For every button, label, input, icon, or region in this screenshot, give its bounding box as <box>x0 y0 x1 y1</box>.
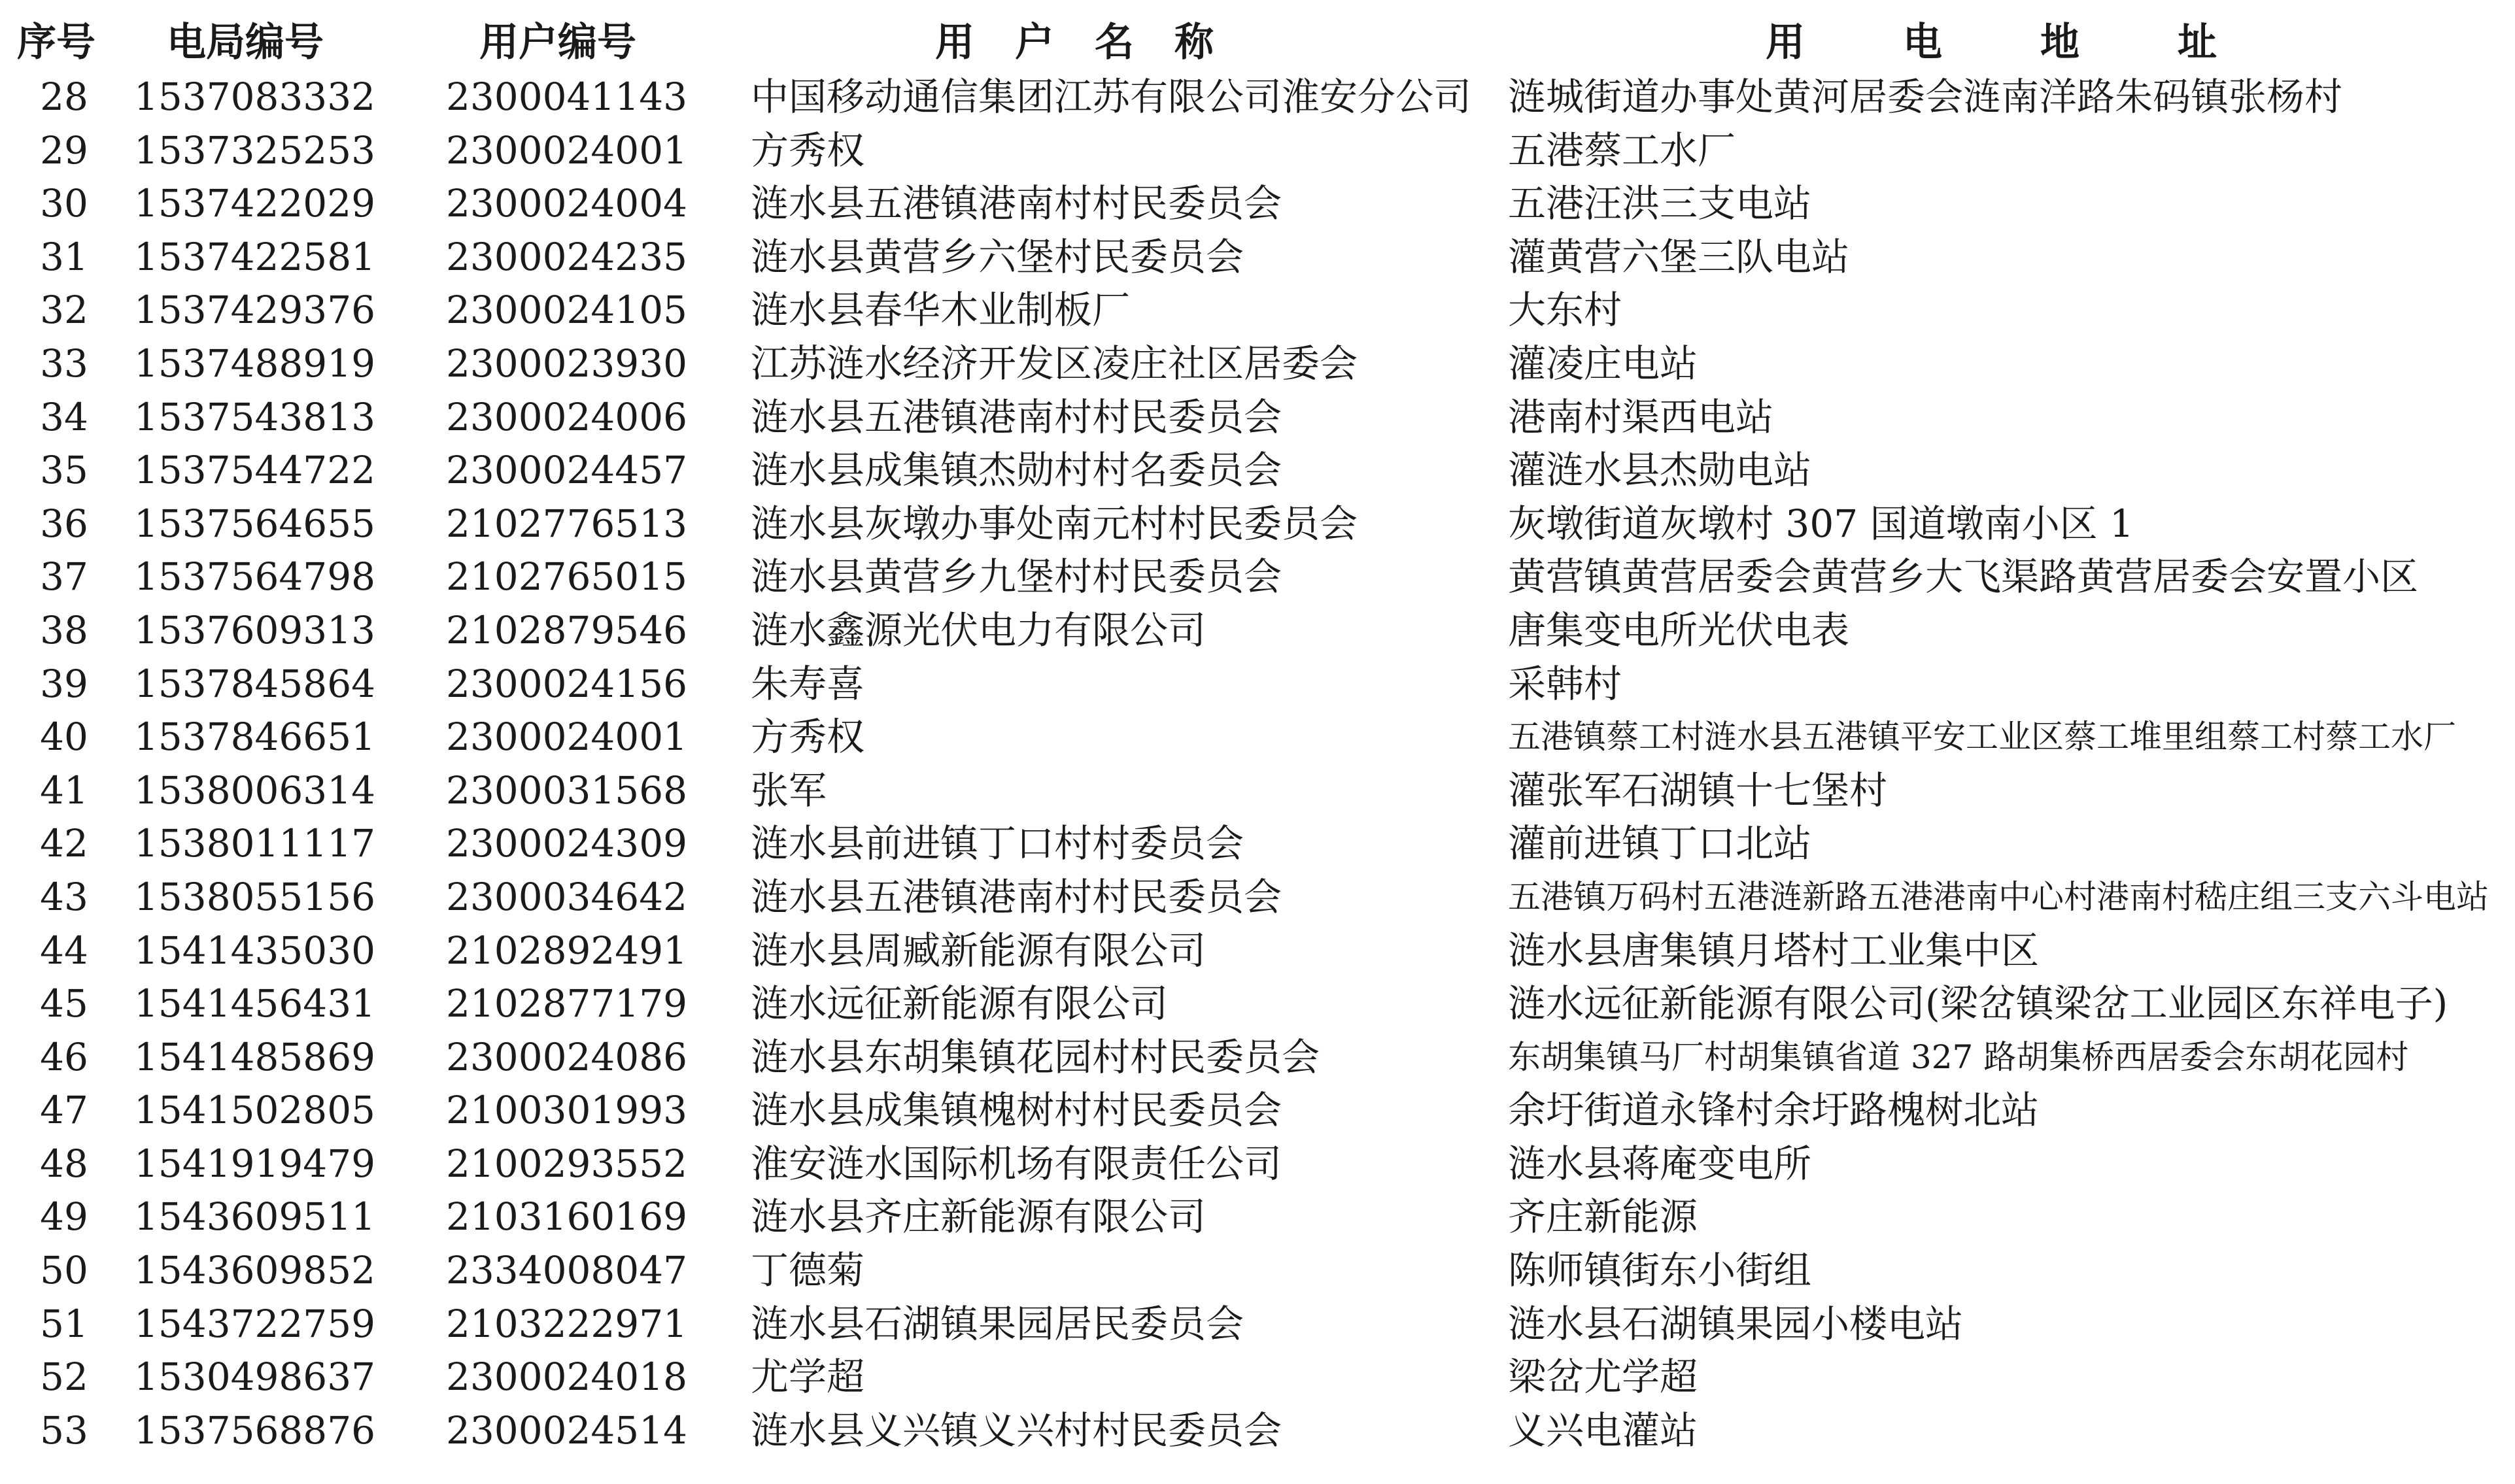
cell-address: 灌张军石湖镇十七堡村 <box>1508 767 1888 813</box>
header-seq: 序号 <box>17 20 95 65</box>
cell-bureau-no: 1541919479 <box>134 1141 376 1186</box>
table-row <box>0 231 2515 284</box>
table-body <box>0 71 2515 1457</box>
cell-user-no: 2300024156 <box>446 661 688 706</box>
cell-user-no: 2102879546 <box>446 607 688 652</box>
cell-user-name: 涟水鑫源光伏电力有限公司 <box>751 607 1206 652</box>
cell-address: 灌凌庄电站 <box>1508 341 1698 386</box>
cell-seq: 44 <box>40 928 88 973</box>
cell-bureau-no: 1537422029 <box>134 181 376 226</box>
table-row <box>0 444 2515 497</box>
cell-user-name: 涟水县成集镇槐树村村民委员会 <box>751 1088 1282 1133</box>
table-row <box>0 1190 2515 1244</box>
cell-user-name: 涟水县五港镇港南村村民委员会 <box>751 181 1282 226</box>
cell-user-name: 朱寿喜 <box>751 661 865 706</box>
table-row <box>0 1138 2515 1191</box>
cell-bureau-no: 1530498637 <box>134 1355 376 1400</box>
cell-seq: 49 <box>40 1194 88 1239</box>
table-row <box>0 1404 2515 1458</box>
header-user-no: 用户编号 <box>479 20 636 65</box>
cell-user-name: 涟水县春华木业制板厂 <box>751 288 1131 333</box>
cell-bureau-no: 1537543813 <box>134 394 376 439</box>
cell-seq: 36 <box>40 501 88 546</box>
cell-address: 五港汪洪三支电站 <box>1508 181 1812 226</box>
cell-address: 齐庄新能源 <box>1508 1194 1698 1239</box>
cell-bureau-no: 1538055156 <box>134 874 376 919</box>
table-row <box>0 658 2515 711</box>
cell-user-no: 2103160169 <box>446 1194 688 1239</box>
header-user-name: 用户名称 <box>935 20 1254 65</box>
cell-user-no: 2300024001 <box>446 715 688 760</box>
cell-seq: 42 <box>40 821 88 866</box>
cell-address: 梁岔尤学超 <box>1508 1355 1698 1400</box>
cell-user-no: 2300024001 <box>446 127 688 173</box>
cell-user-name: 丁德菊 <box>751 1248 865 1293</box>
cell-seq: 28 <box>40 75 88 119</box>
cell-address: 五港镇蔡工村涟水县五港镇平安工业区蔡工堆里组蔡工村蔡工水厂 <box>1508 718 2456 756</box>
cell-bureau-no: 1543609852 <box>134 1248 376 1293</box>
cell-seq: 29 <box>40 127 88 173</box>
cell-bureau-no: 1543609511 <box>134 1194 376 1239</box>
cell-address: 五港蔡工水厂 <box>1508 127 1736 173</box>
cell-bureau-no: 1537422581 <box>134 234 376 279</box>
cell-user-no: 2103222971 <box>446 1301 688 1346</box>
table-row <box>0 177 2515 231</box>
table-row <box>0 604 2515 658</box>
cell-bureau-no: 1538011117 <box>134 821 376 866</box>
cell-user-no: 2300034642 <box>446 874 688 919</box>
cell-bureau-no: 1537083332 <box>134 75 376 119</box>
cell-user-no: 2300024086 <box>446 1034 688 1079</box>
cell-seq: 38 <box>40 607 88 652</box>
cell-user-no: 2300041143 <box>446 75 688 119</box>
cell-seq: 52 <box>40 1355 88 1400</box>
cell-user-name: 涟水县义兴镇义兴村村民委员会 <box>751 1408 1282 1453</box>
table-row <box>0 1031 2515 1085</box>
cell-address: 义兴电灌站 <box>1508 1408 1698 1453</box>
cell-seq: 33 <box>40 341 88 386</box>
cell-address: 唐集变电所光伏电表 <box>1508 607 1850 652</box>
cell-bureau-no: 1537846651 <box>134 715 376 760</box>
table-row <box>0 977 2515 1031</box>
table-row <box>0 550 2515 604</box>
table-row <box>0 1298 2515 1351</box>
table-row <box>0 391 2515 445</box>
cell-user-name: 涟水县五港镇港南村村民委员会 <box>751 394 1282 439</box>
table-row <box>0 764 2515 818</box>
cell-seq: 47 <box>40 1088 88 1133</box>
cell-user-name: 张军 <box>751 767 827 813</box>
cell-user-name: 涟水县石湖镇果园居民委员会 <box>751 1301 1244 1346</box>
cell-user-name: 方秀权 <box>751 127 865 173</box>
cell-seq: 43 <box>40 874 88 919</box>
cell-seq: 48 <box>40 1141 88 1186</box>
cell-address: 灌黄营六堡三队电站 <box>1508 234 1850 279</box>
cell-bureau-no: 1537325253 <box>134 127 376 173</box>
cell-address: 五港镇万码村五港涟新路五港港南中心村港南村嵇庄组三支六斗电站 <box>1508 877 2489 916</box>
cell-bureau-no: 1537429376 <box>134 288 376 333</box>
cell-user-name: 尤学超 <box>751 1355 865 1400</box>
cell-user-name: 涟水县东胡集镇花园村村民委员会 <box>751 1034 1320 1079</box>
cell-seq: 35 <box>40 448 88 493</box>
cell-bureau-no: 1537544722 <box>134 448 376 493</box>
cell-user-no: 2300024235 <box>446 234 688 279</box>
cell-seq: 32 <box>40 288 88 333</box>
table-row <box>0 497 2515 551</box>
cell-seq: 50 <box>40 1248 88 1293</box>
cell-user-name: 涟水县黄营乡六堡村民委员会 <box>751 234 1244 279</box>
cell-bureau-no: 1543722759 <box>134 1301 376 1346</box>
cell-address: 东胡集镇马厂村胡集镇省道 327 路胡集桥西居委会东胡花园村 <box>1508 1037 2409 1076</box>
cell-user-no: 2334008047 <box>446 1248 688 1293</box>
cell-seq: 40 <box>40 715 88 760</box>
cell-seq: 45 <box>40 981 88 1026</box>
cell-seq: 53 <box>40 1408 88 1453</box>
cell-bureau-no: 1537845864 <box>134 661 376 706</box>
cell-bureau-no: 1541502805 <box>134 1088 376 1133</box>
cell-user-no: 2300023930 <box>446 341 688 386</box>
cell-user-no: 2300024457 <box>446 448 688 493</box>
cell-bureau-no: 1541485869 <box>134 1034 376 1079</box>
cell-bureau-no: 1537609313 <box>134 607 376 652</box>
cell-seq: 39 <box>40 661 88 706</box>
cell-address: 陈师镇街东小街组 <box>1508 1248 1812 1293</box>
cell-bureau-no: 1537564655 <box>134 501 376 546</box>
cell-user-no: 2300024105 <box>446 288 688 333</box>
cell-user-name: 涟水县成集镇杰勋村村名委员会 <box>751 448 1282 493</box>
cell-address: 涟水县石湖镇果园小楼电站 <box>1508 1301 1964 1346</box>
cell-user-name: 江苏涟水经济开发区凌庄社区居委会 <box>751 341 1358 386</box>
table-row <box>0 817 2515 871</box>
cell-user-name: 方秀权 <box>751 715 865 760</box>
cell-bureau-no: 1537564798 <box>134 554 376 599</box>
cell-user-name: 涟水县齐庄新能源有限公司 <box>751 1194 1206 1239</box>
cell-address: 灌涟水县杰勋电站 <box>1508 448 1812 493</box>
cell-user-no: 2300024018 <box>446 1355 688 1400</box>
table-row <box>0 284 2515 337</box>
cell-user-no: 2300024006 <box>446 394 688 439</box>
cell-user-no: 2100301993 <box>446 1088 688 1133</box>
table-row <box>0 124 2515 178</box>
cell-bureau-no: 1538006314 <box>134 767 376 813</box>
cell-seq: 37 <box>40 554 88 599</box>
cell-bureau-no: 1541435030 <box>134 928 376 973</box>
cell-user-no: 2102765015 <box>446 554 688 599</box>
table-row <box>0 1351 2515 1404</box>
cell-user-no: 2100293552 <box>446 1141 688 1186</box>
cell-address: 灌前进镇丁口北站 <box>1508 821 1812 866</box>
cell-bureau-no: 1537568876 <box>134 1408 376 1453</box>
cell-bureau-no: 1541456431 <box>134 981 376 1026</box>
table-row <box>0 1244 2515 1298</box>
cell-address: 涟水县唐集镇月塔村工业集中区 <box>1508 928 2040 973</box>
cell-address: 余圩街道永锋村余圩路槐树北站 <box>1508 1088 2040 1133</box>
cell-seq: 51 <box>40 1301 88 1346</box>
cell-seq: 30 <box>40 181 88 226</box>
cell-user-no: 2300024514 <box>446 1408 688 1453</box>
cell-address: 灰墩街道灰墩村 307 国道墩南小区 1 <box>1508 501 2134 546</box>
cell-address: 港南村渠西电站 <box>1508 394 1774 439</box>
cell-user-name: 涟水县灰墩办事处南元村村民委员会 <box>751 501 1358 546</box>
cell-address: 采韩村 <box>1508 661 1622 706</box>
header-bureau-no: 电局编号 <box>167 20 324 65</box>
cell-address: 黄营镇黄营居委会黄营乡大飞渠路黄营居委会安置小区 <box>1508 554 2419 599</box>
table-row <box>0 924 2515 978</box>
table-row <box>0 711 2515 764</box>
cell-user-no: 2102892491 <box>446 928 688 973</box>
cell-seq: 46 <box>40 1034 88 1079</box>
cell-address: 涟城街道办事处黄河居委会涟南洋路朱码镇张杨村 <box>1508 75 2343 119</box>
cell-user-name: 涟水县周臧新能源有限公司 <box>751 928 1206 973</box>
cell-user-name: 涟水县前进镇丁口村村委员会 <box>751 821 1244 866</box>
table-row <box>0 71 2515 124</box>
cell-user-no: 2102877179 <box>446 981 688 1026</box>
cell-seq: 31 <box>40 234 88 279</box>
cell-user-name: 淮安涟水国际机场有限责任公司 <box>751 1141 1282 1186</box>
cell-seq: 34 <box>40 394 88 439</box>
cell-user-no: 2102776513 <box>446 501 688 546</box>
cell-user-name: 涟水县五港镇港南村村民委员会 <box>751 874 1282 919</box>
cell-user-name: 涟水远征新能源有限公司 <box>751 981 1169 1026</box>
table-header <box>0 14 2515 71</box>
cell-bureau-no: 1537488919 <box>134 341 376 386</box>
table-row <box>0 871 2515 924</box>
cell-user-name: 中国移动通信集团江苏有限公司淮安分公司 <box>751 75 1472 119</box>
cell-user-name: 涟水县黄营乡九堡村村民委员会 <box>751 554 1282 599</box>
cell-address: 大东村 <box>1508 288 1622 333</box>
header-address: 用电地址 <box>1766 20 2315 65</box>
cell-user-no: 2300024309 <box>446 821 688 866</box>
cell-address: 涟水远征新能源有限公司(梁岔镇梁岔工业园区东祥电子) <box>1508 981 2448 1026</box>
cell-address: 涟水县蒋庵变电所 <box>1508 1141 1812 1186</box>
cell-user-no: 2300024004 <box>446 181 688 226</box>
cell-user-no: 2300031568 <box>446 767 688 813</box>
table-row <box>0 1084 2515 1138</box>
table-row <box>0 337 2515 391</box>
cell-seq: 41 <box>40 767 88 813</box>
